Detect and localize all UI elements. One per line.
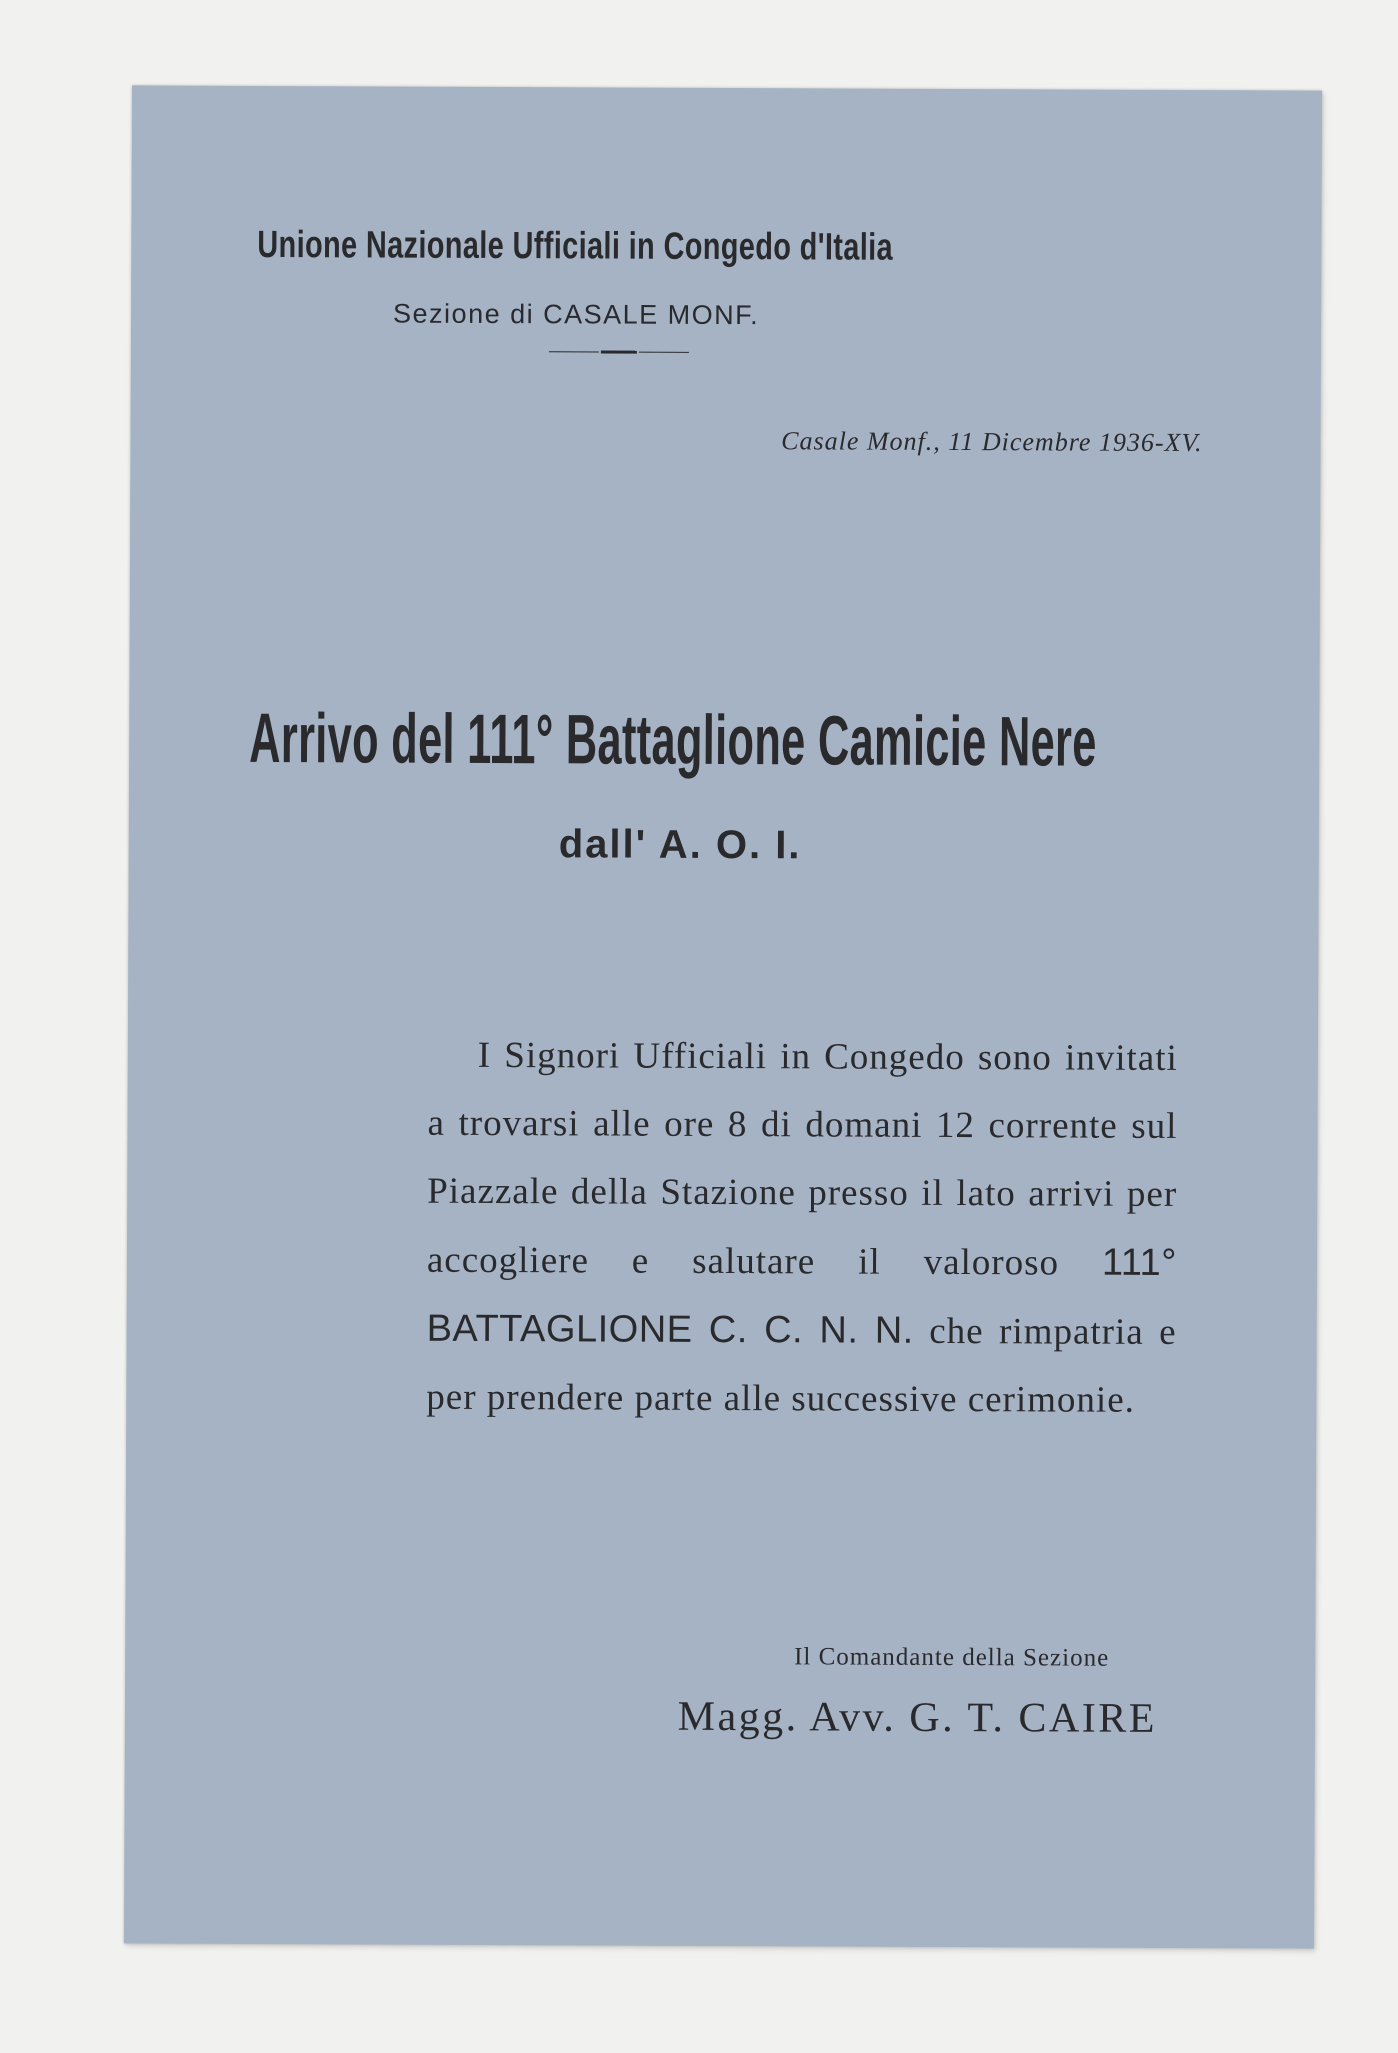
subheadline: dall' A. O. I. xyxy=(558,822,802,868)
battalion-name: 111° BATTAGLIONE C. C. N. N. xyxy=(426,1241,1178,1352)
notice-body xyxy=(426,1022,1178,1435)
divider-right xyxy=(639,352,689,353)
organization-name: Unione Nazionale Ufficiali in Congedo d'Italia xyxy=(257,223,894,269)
headline: Arrivo del 111° Battaglione Camicie Nere xyxy=(249,698,1097,781)
divider-left xyxy=(549,351,599,352)
signer-name: Magg. Avv. G. T. CAIRE xyxy=(677,1693,1158,1742)
signer-role: Il Comandante della Sezione xyxy=(794,1643,1110,1672)
notice-sheet xyxy=(124,85,1322,1948)
section-name: Sezione di CASALE MONF. xyxy=(393,298,760,331)
date-line: Casale Monf., 11 Dicembre 1936-XV. xyxy=(781,426,1203,458)
body-part-1: I Signori Ufficiali in Congedo sono invitati a trovarsi alle ore 8 di domani 12 corrente sul Piazzale della Stazione presso il lato arrivi per accogliere e salutare il valoroso xyxy=(426,1034,1178,1284)
divider-center xyxy=(601,350,637,353)
body-part-2: che rimpatria e per prendere parte alle successive cerimonie. xyxy=(426,1310,1177,1421)
